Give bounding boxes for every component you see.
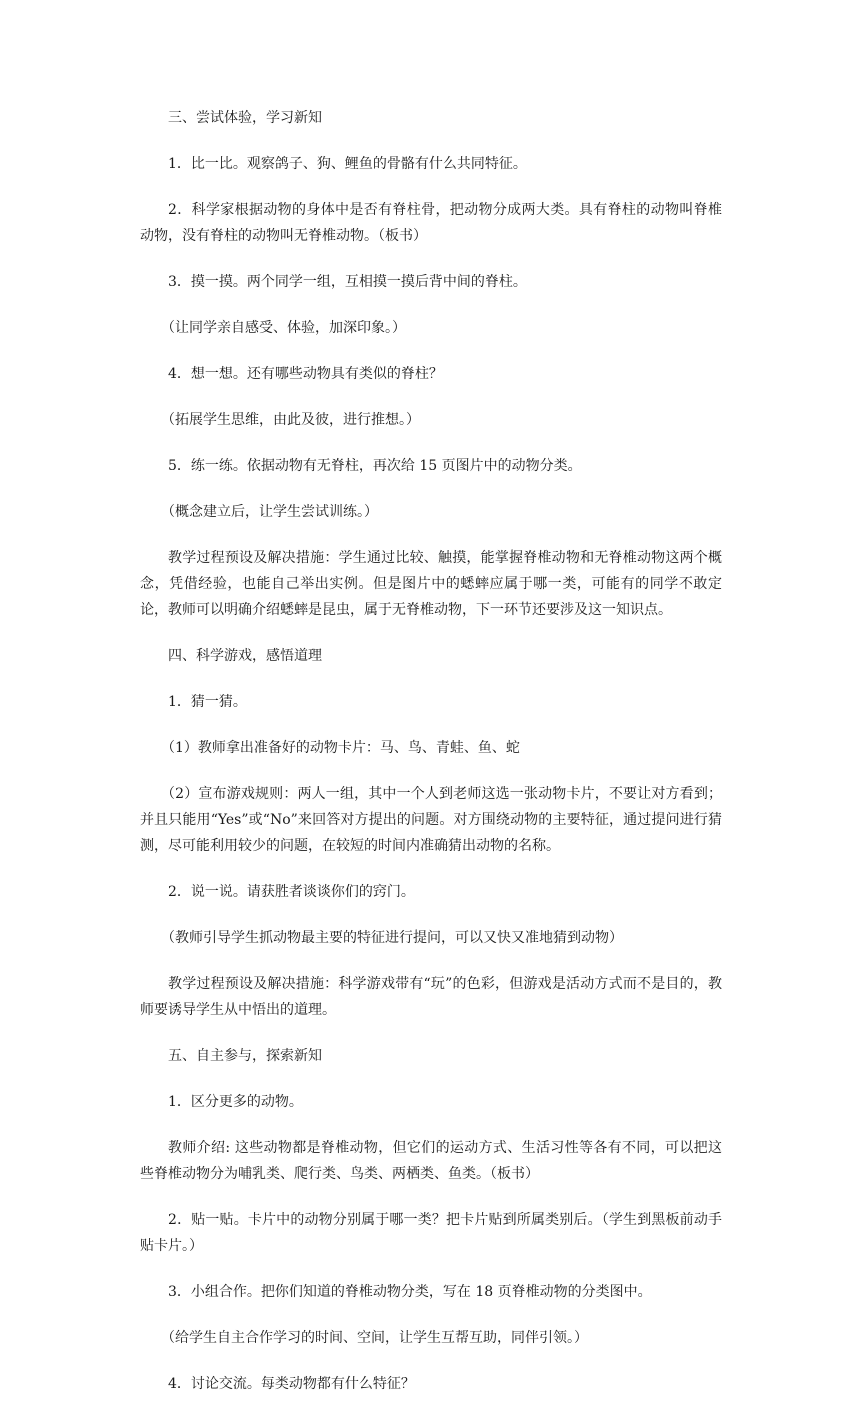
note-think: （拓展学生思维，由此及彼，进行推想。） — [161, 412, 420, 428]
note-group-work: （给学生自主合作学习的时间、空间，让学生互帮互助，同伴引领。） — [161, 1330, 588, 1346]
note-touch: （让同学亲自感受、体验，加深印象。） — [161, 320, 406, 336]
paragraph-practice: 5．练一练。依据动物有无脊柱，再次给 15 页图片中的动物分类。 — [168, 458, 582, 474]
section-heading-5: 五、自主参与，探索新知 — [168, 1048, 322, 1064]
paragraph-teacher-intro: 教师介绍: 这些动物都是脊椎动物，但它们的运动方式、生活习性等各有不同，可以把这些脊椎动物分为哺乳类、爬行类、鸟类、两栖类、鱼类。（板书） — [140, 1140, 722, 1182]
note-talk: （教师引导学生抓动物最主要的特征进行提问，可以又快又准地猜到动物） — [161, 930, 623, 946]
paragraph-think: 4．想一想。还有哪些动物具有类似的脊柱？ — [168, 366, 443, 382]
paragraph-teaching-plan-2: 教学过程预设及解决措施：科学游戏带有“玩”的色彩，但游戏是活动方式而不是目的，教师要诱导学生从中悟出的道理。 — [140, 976, 722, 1018]
paragraph-game-rules: （2）宣布游戏规则：两人一组，其中一个人到老师这选一张动物卡片，不要让对方看到；并且只能用“Yes”或“No”来回答对方提出的问题。对方围绕动物的主要特征，通过提问进行猜测，尽可能利用较少的问题，在较短的时间内准确猜出动物的名称。 — [140, 786, 722, 854]
note-practice: （概念建立后，让学生尝试训练。） — [161, 504, 378, 520]
section-heading-4: 四、科学游戏，感悟道理 — [168, 648, 322, 664]
paragraph-stick: 2．贴一贴。卡片中的动物分别属于哪一类？把卡片贴到所属类别后。（学生到黑板前动手贴卡片。） — [140, 1212, 722, 1254]
paragraph-classification: 2．科学家根据动物的身体中是否有脊柱骨，把动物分成两大类。具有脊柱的动物叫脊椎动物，没有脊柱的动物叫无脊椎动物。（板书） — [140, 202, 722, 244]
paragraph-compare: 1．比一比。观察鸽子、狗、鲤鱼的骨骼有什么共同特征。 — [168, 156, 527, 172]
document-body — [140, 105, 722, 1417]
paragraph-group-work: 3．小组合作。把你们知道的脊椎动物分类，写在 18 页脊椎动物的分类图中。 — [168, 1284, 652, 1300]
paragraph-talk: 2．说一说。请获胜者谈谈你们的窍门。 — [168, 884, 415, 900]
paragraph-guess: 1．猜一猜。 — [168, 694, 247, 710]
paragraph-discussion: 4．讨论交流。每类动物都有什么特征？ — [168, 1376, 415, 1392]
paragraph-touch: 3．摸一摸。两个同学一组，互相摸一摸后背中间的脊柱。 — [168, 274, 527, 290]
paragraph-teaching-plan-1: 教学过程预设及解决措施：学生通过比较、触摸，能掌握脊椎动物和无脊椎动物这两个概念，凭借经验，也能自己举出实例。但是图片中的蟋蟀应属于哪一类，可能有的同学不敢定论，教师可以明确介绍蟋蟀是昆虫，属于无脊椎动物，下一环节还要涉及这一知识点。 — [140, 550, 722, 618]
paragraph-distinguish: 1．区分更多的动物。 — [168, 1094, 303, 1110]
paragraph-cards: （1）教师拿出准备好的动物卡片：马、鸟、青蛙、鱼、蛇 — [161, 740, 520, 756]
section-heading-3: 三、尝试体验，学习新知 — [168, 110, 322, 126]
